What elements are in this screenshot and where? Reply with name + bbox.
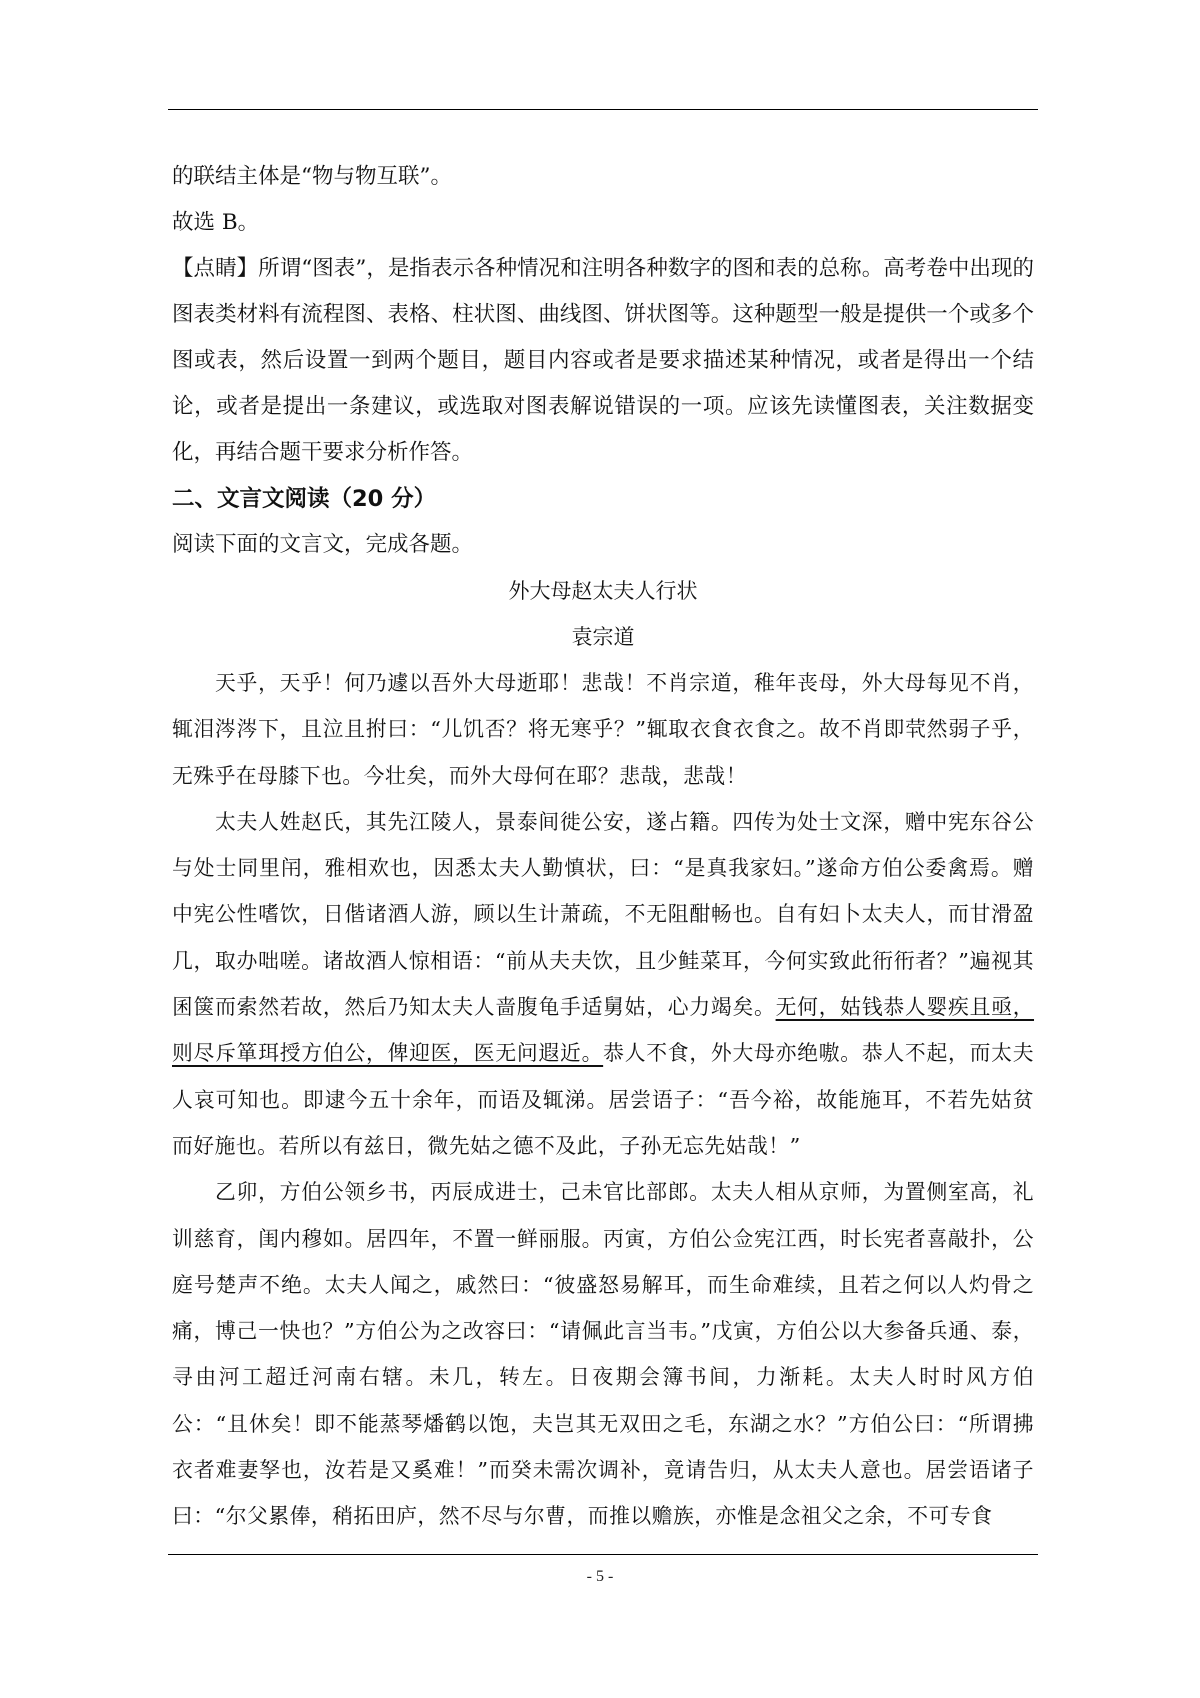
page-body [172,154,1034,1540]
classical-passage [172,568,1034,1540]
tip-text: 所谓“图表”，是指表示各种情况和注明各种数字的图和表的总称。高考卷中出现的图表类材料有流程图、表格、柱状图、曲线图、饼状图等。这种题型一般是提供一个或多个图或表，然后设置一到两个题目，题目内容或者是要求描述某种情况，或者是得出一个结论，或者是提出一条建议，或选取对图表解说错误的一项。应该先读懂图表，关注数据变化，再结合题干要求分析作答。 [172,256,1034,465]
paragraph-2-text-b: 恭人不食，外大母亦绝嗷。恭人不起，而太夫人哀可知也。即逮今五十余年，而语及辄涕。居尝语子：“吾今裕，故能施耳，不若先姑贫而好施也。若所以有兹日，微先姑之德不及此，子孙无忘先姑哉！” [172,1041,1035,1158]
passage-title: 外大母赵太夫人行状 [508,579,698,603]
paragraph-2-text-a: 太夫人姓赵氏，其先江陵人，景泰间徙公安，遂占籍。四传为处士文深，赠中宪东谷公与处士同里闬，雅相欢也，因悉太夫人勤慎状，曰：“是真我家妇。”遂命方伯公委禽焉。赠中宪公性嗜饮，日偕诸酒人游，顾以生计萧疏，不无阻酣畅也。自有妇卜太夫人，而甘滑盈几，取办咄嗟。诸故酒人惊相语：“前从夫夫饮，且少鲑菜耳，今何实致此衎衎者？”遍视其囷箧而索然若故，然后乃知太夫人啬腹龟手适舅姑，心力竭矣。 [172,809,1034,1020]
tip-paragraph [172,246,1034,476]
prev-answer-line: 的联结主体是“物与物互联”。 [172,164,452,189]
passage-paragraph-2 [172,799,1034,1169]
passage-paragraph-1: 天乎，天乎！何乃遽以吾外大母逝耶！悲哉！不肖宗道，稚年丧母，外大母每见不肖，辄泪涔涔下，且泣且拊曰：“儿饥否？将无寒乎？”辄取衣食衣食之。故不肖即茕然弱子乎，无殊乎在母膝下也。今壮矣，而外大母何在耶？悲哉，悲哉！ [172,671,1034,788]
footer-rule [168,1554,1038,1555]
page-number: - 5 - [586,1568,614,1585]
section-instruction: 阅读下面的文言文，完成各题。 [172,532,474,557]
underlined-sentence: 无何，姑钱恭人婴疾且亟，则尽斥箪珥授方伯公，俾迎医，医无问遐近。 [172,995,1035,1066]
passage-author: 袁宗道 [571,625,635,649]
section-heading: 二、文言文阅读（20 分） [172,486,437,512]
tip-label: 【点睛】 [172,256,259,281]
answer-choice-line: 故选 B。 [172,210,260,235]
passage-paragraph-3: 乙卯，方伯公领乡书，丙辰成进士，己未官比部郎。太夫人相从京师，为置侧室高，礼训慈育，闺内穆如。居四年，不置一鲜丽服。丙寅，方伯公佥宪江西，时长宪者喜敲扑，公庭号楚声不绝。太夫人闻之，戚然曰：“彼盛怒易解耳，而生命难续，且若之何以人灼骨之痛，博己一快也？”方伯公为之改容曰：“请佩此言当韦。”戊寅，方伯公以大参备兵通、泰，寻由河工超迁河南右辖。未几，转左。日夜期会簿书间，力渐耗。太夫人时时风方伯公：“且休矣！即不能蒸琴燔鹤以饱，夫岂其无双田之毛，东湖之水？”方伯公曰：“所谓拂衣者难妻孥也，汝若是又奚难！”而癸未需次调补，竟请告归，从太夫人意也。居尝语诸子曰：“尔父累俸，稍拓田庐，然不尽与尔曹，而推以赡族，亦惟是念祖父之余，不可专食 [172,1180,1034,1529]
header-rule [168,109,1038,110]
